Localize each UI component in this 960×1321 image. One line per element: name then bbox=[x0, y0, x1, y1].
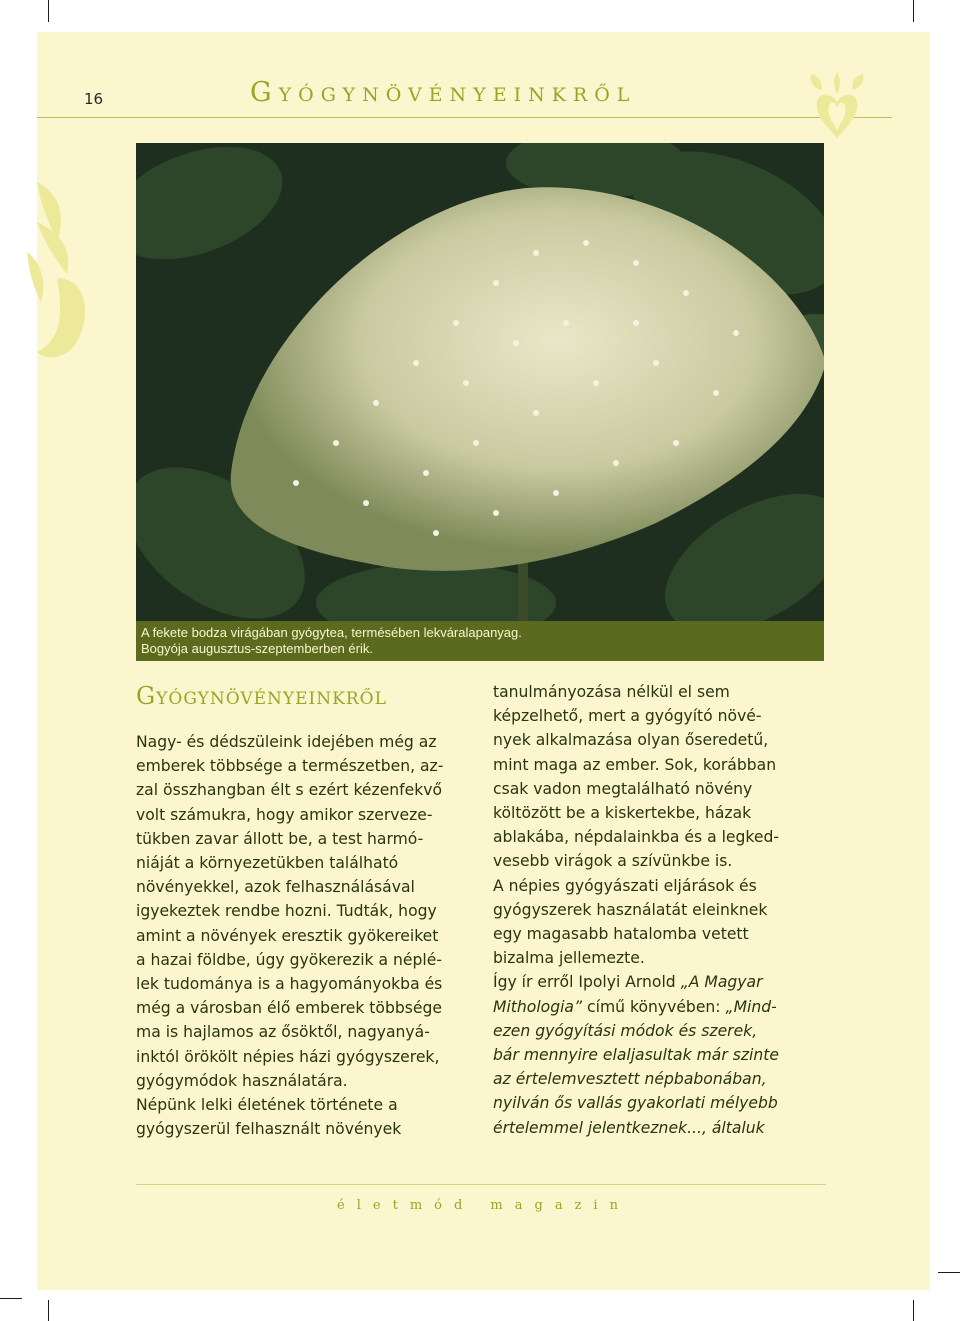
text-line bbox=[493, 1116, 833, 1140]
quote-run: „Mind- bbox=[725, 997, 777, 1016]
photo-caption bbox=[136, 621, 824, 661]
magazine-name: életmód magazin bbox=[337, 1198, 630, 1213]
text-line: igyekeztek rendbe hozni. Tudták, hogy bbox=[136, 902, 437, 921]
text-line: lek tudománya is a hagyományokba és bbox=[136, 975, 443, 994]
quote-line: az értelemvesztett népbabonában, bbox=[493, 1070, 767, 1089]
text-line: emberek többsége a természetben, az- bbox=[136, 757, 444, 776]
book-title: Mithologia” bbox=[493, 997, 583, 1016]
article-column-right bbox=[493, 680, 833, 1140]
article-column-left bbox=[136, 730, 476, 1141]
text-line: gyógyszerek használatát eleinknek bbox=[493, 900, 768, 919]
quote-line: nyilván ős vallás gyakorlati mélyebb bbox=[493, 1094, 778, 1113]
text-line: nyek alkalmazása olyan őseredetű, bbox=[493, 731, 769, 750]
text-line: Népünk lelki életének története a bbox=[136, 1096, 398, 1115]
text-run: című könyvében: bbox=[582, 997, 726, 1016]
magazine-page bbox=[37, 32, 930, 1290]
text-line: Nagy- és dédszüleink idejében még az bbox=[136, 733, 437, 751]
crop-mark bbox=[0, 1298, 22, 1299]
quote-line: bár mennyire elaljasultak már szinte bbox=[493, 1046, 779, 1065]
crop-mark bbox=[913, 0, 914, 22]
text-line: volt számukra, hogy amikor szerveze- bbox=[136, 805, 433, 824]
crop-mark bbox=[938, 1272, 960, 1273]
caption-line: Bogyója augusztus-szeptemberben érik. bbox=[141, 641, 373, 656]
quote-line: ezen gyógyítási módok és szerek, bbox=[493, 1021, 758, 1040]
text-line: növényekkel, azok felhasználásával bbox=[136, 878, 415, 897]
book-title: „A Magyar bbox=[680, 973, 763, 992]
text-line: inktól örökölt népies házi gyógyszerek, bbox=[136, 1047, 440, 1066]
header-rule bbox=[37, 117, 892, 118]
text-line: gyógyszerül felhasznált növények bbox=[136, 1120, 402, 1139]
text-line: ma is hajlamos az ősöktől, nagyanyá- bbox=[136, 1023, 430, 1042]
text-line: egy magasabb hatalomba vetett bbox=[493, 925, 749, 944]
text-line: tanulmányozása nélkül el sem bbox=[493, 683, 730, 701]
article-heading: Gyógynövényeinkről bbox=[136, 682, 387, 710]
text-line: ablakába, népdalainkba és a legked- bbox=[493, 828, 780, 847]
text-run: általuk bbox=[706, 1118, 765, 1137]
text-line: zal összhangban élt s ezért kézenfekvő bbox=[136, 781, 443, 800]
crop-mark bbox=[48, 0, 49, 22]
text-line: a hazai földbe, úgy gyökerezik a néplé- bbox=[136, 950, 442, 969]
text-line: képzelhető, mert a gyógyító növé- bbox=[493, 707, 762, 726]
running-title: Gyógynövényeinkről bbox=[250, 77, 637, 108]
text-line: még a városban élő emberek többsége bbox=[136, 999, 442, 1018]
text-run: Így ír erről Ipolyi Arnold bbox=[493, 973, 681, 992]
text-line: amint a növények eresztik gyökereiket bbox=[136, 926, 439, 945]
crop-mark bbox=[48, 1300, 49, 1321]
footer-rule bbox=[136, 1184, 826, 1185]
text-line: tükben zavar állott be, a test harmó- bbox=[136, 829, 424, 848]
elderflower-photo bbox=[136, 143, 824, 621]
quote-run: értelemmel jelentkeznek..., bbox=[493, 1118, 707, 1137]
text-line: csak vadon megtalálható növény bbox=[493, 779, 753, 798]
text-line: mint maga az ember. Sok, korábban bbox=[493, 755, 777, 774]
crop-mark bbox=[913, 1300, 914, 1321]
text-line bbox=[493, 995, 833, 1019]
leaf-ornament-icon bbox=[27, 182, 97, 362]
text-line: gyógymódok használatára. bbox=[136, 1071, 348, 1090]
text-line: bizalma jellemezte. bbox=[493, 949, 645, 968]
page-number: 16 bbox=[84, 90, 104, 108]
text-line: költözött be a kiskertekbe, házak bbox=[493, 804, 752, 823]
text-line: vesebb virágok a szívünkbe is. bbox=[493, 852, 733, 871]
text-line bbox=[493, 970, 833, 994]
text-line: A népies gyógyászati eljárások és bbox=[493, 876, 757, 895]
text-line: niáját a környezetükben található bbox=[136, 854, 399, 873]
caption-line: A fekete bodza virágában gyógytea, termésében lekváralapanyag. bbox=[141, 625, 522, 640]
folk-ornament-icon bbox=[807, 72, 867, 138]
